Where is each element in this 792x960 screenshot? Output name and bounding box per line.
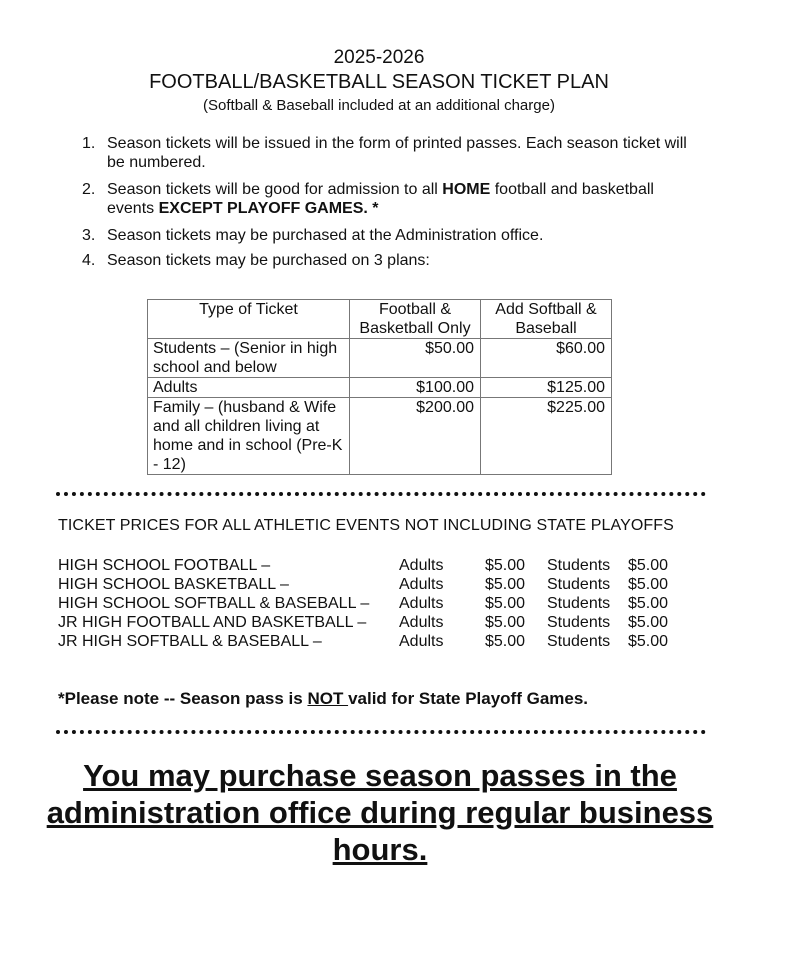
note-emphasis: NOT xyxy=(307,689,349,708)
student-price: $5.00 xyxy=(628,595,669,612)
adult-label: Adults xyxy=(399,633,444,650)
adult-label: Adults xyxy=(399,595,444,612)
rule-item xyxy=(82,251,702,270)
price-football-basketball: $100.00 xyxy=(350,378,481,398)
price-football-basketball: $200.00 xyxy=(350,398,481,475)
document-year: 2025-2026 xyxy=(333,47,425,68)
note-text: valid for State Playoff Games. xyxy=(348,689,589,708)
student-price: $5.00 xyxy=(628,633,669,650)
rule-text: Season tickets may be purchased at the Administration office. xyxy=(107,227,544,244)
adult-price: $5.00 xyxy=(485,595,526,612)
table-row xyxy=(148,398,612,475)
rule-number: 2. xyxy=(82,181,96,198)
event-name: HIGH SCHOOL FOOTBALL – xyxy=(58,557,271,574)
header-add-softball-baseball: Add Softball & Baseball xyxy=(481,300,612,339)
student-label: Students xyxy=(547,614,611,631)
event-name: HIGH SCHOOL SOFTBALL & BASEBALL – xyxy=(58,595,370,612)
rule-item xyxy=(82,226,702,245)
rule-number: 1. xyxy=(82,135,96,152)
rule-item xyxy=(82,180,702,218)
rule-text: Season tickets will be issued in the form of printed passes. Each season ticket will be numbered. xyxy=(107,135,687,171)
adult-label: Adults xyxy=(399,557,444,574)
adult-price: $5.00 xyxy=(485,614,526,631)
student-label: Students xyxy=(547,595,611,612)
header-type-of-ticket: Type of Ticket xyxy=(148,300,350,339)
rule-emphasis: EXCEPT PLAYOFF GAMES. * xyxy=(158,200,379,217)
rule-emphasis: HOME xyxy=(442,181,491,198)
student-label: Students xyxy=(547,576,611,593)
student-price: $5.00 xyxy=(628,557,669,574)
season-plan-table xyxy=(147,299,612,475)
closing-message: You may purchase season passes in the administration office during regular business hours. xyxy=(46,758,714,867)
note-text: *Please note -- Season pass is xyxy=(58,689,308,708)
rule-text: Season tickets may be purchased on 3 plans: xyxy=(107,252,430,269)
student-label: Students xyxy=(547,557,611,574)
rule-text: football and basketball events xyxy=(107,181,654,217)
ticket-type: Adults xyxy=(148,378,350,398)
rule-number: 3. xyxy=(82,227,96,244)
student-label: Students xyxy=(547,633,611,650)
dotted-divider xyxy=(56,492,706,496)
rule-number: 4. xyxy=(82,252,96,269)
price-football-basketball: $50.00 xyxy=(350,339,481,378)
adult-label: Adults xyxy=(399,576,444,593)
adult-label: Adults xyxy=(399,614,444,631)
event-name: JR HIGH SOFTBALL & BASEBALL – xyxy=(58,633,322,650)
price-add-softball-baseball: $225.00 xyxy=(481,398,612,475)
student-price: $5.00 xyxy=(628,614,669,631)
document-subtitle: (Softball & Baseball included at an additional charge) xyxy=(203,97,555,114)
rule-text: Season tickets will be good for admission to all xyxy=(107,181,443,198)
adult-price: $5.00 xyxy=(485,633,526,650)
adult-price: $5.00 xyxy=(485,557,526,574)
price-add-softball-baseball: $60.00 xyxy=(481,339,612,378)
dotted-divider xyxy=(56,730,706,734)
table-header-row xyxy=(148,300,612,339)
price-add-softball-baseball: $125.00 xyxy=(481,378,612,398)
table-row xyxy=(148,339,612,378)
ticket-type: Family – (husband & Wife and all children living at home and in school (Pre-K - 12) xyxy=(148,398,350,475)
table-row xyxy=(148,378,612,398)
event-name: JR HIGH FOOTBALL AND BASKETBALL – xyxy=(58,614,367,631)
document-title: FOOTBALL/BASKETBALL SEASON TICKET PLAN xyxy=(149,71,609,93)
ticket-type: Students – (Senior in high school and below xyxy=(148,339,350,378)
student-price: $5.00 xyxy=(628,576,669,593)
prices-heading: TICKET PRICES FOR ALL ATHLETIC EVENTS NOT INCLUDING STATE PLAYOFFS xyxy=(58,517,674,534)
header-football-basketball: Football & Basketball Only xyxy=(350,300,481,339)
rules-list xyxy=(82,134,702,278)
event-name: HIGH SCHOOL BASKETBALL – xyxy=(58,576,289,593)
rule-item xyxy=(82,134,702,172)
adult-price: $5.00 xyxy=(485,576,526,593)
playoff-note xyxy=(58,689,588,709)
